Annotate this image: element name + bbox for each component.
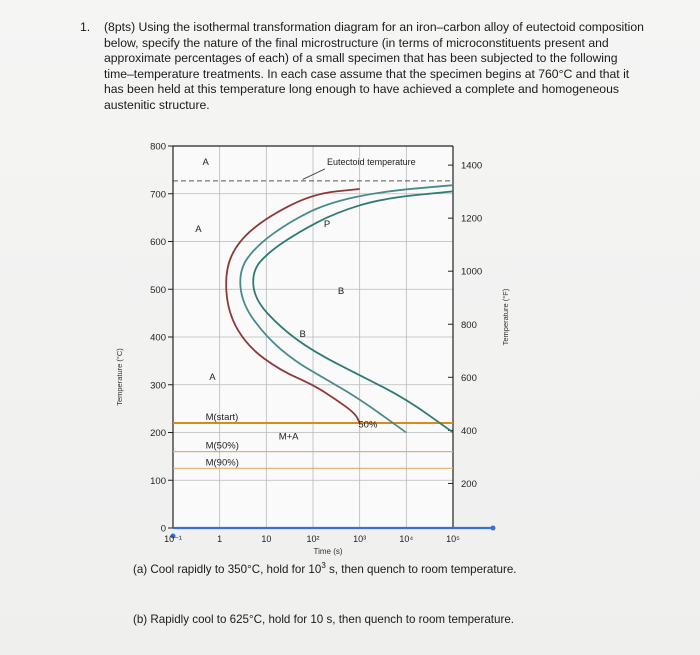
martensite-label-0: M(start): [205, 411, 239, 423]
question-1: [80, 20, 650, 114]
y-right-tick-label-2: 600: [461, 372, 477, 384]
y-right-tick-label-3: 800: [461, 319, 477, 331]
y-axis-label: Temperature (°C): [115, 348, 124, 406]
y-tick-label-8: 800: [150, 141, 166, 153]
x-tick-label-6: 10⁵: [446, 534, 460, 544]
annotation-8: Eutectoid temperature: [327, 157, 416, 168]
part-a-suffix: s, then quench to room temperature.: [325, 563, 517, 576]
annotation-1: A: [195, 223, 202, 235]
part-a-prefix: (a) Cool rapidly to 350°C, hold for 10: [133, 563, 322, 576]
x-tick-label-1: 1: [217, 534, 223, 544]
y-tick-label-0: 0: [160, 523, 166, 535]
annotation-6: M+A: [278, 431, 299, 443]
y-tick-label-2: 200: [150, 428, 166, 439]
martensite-label-1: M(50%): [205, 440, 239, 452]
y-tick-label-4: 400: [150, 332, 166, 344]
isothermal-transformation-diagram: [108, 138, 528, 556]
y-right-tick-label-6: 1400: [461, 160, 483, 172]
y-right-tick-label-1: 400: [461, 425, 477, 437]
y-right-tick-label-0: 200: [461, 478, 477, 490]
y-tick-label-1: 100: [150, 475, 166, 487]
ttt-chart-svg: [108, 138, 528, 556]
y-right-axis-label: Temperature (°F): [501, 288, 510, 346]
martensite-label-2: M(90%): [205, 457, 239, 469]
x-axis-label: Time (s): [313, 547, 343, 556]
y-tick-label-6: 600: [150, 237, 166, 248]
annotation-5: A: [209, 371, 216, 383]
part-a: [133, 563, 517, 576]
y-tick-label-7: 700: [150, 189, 166, 201]
annotation-0: A: [202, 157, 209, 169]
y-tick-label-5: 500: [150, 284, 166, 296]
x-tick-label-2: 10: [261, 534, 272, 544]
y-right-tick-label-5: 1200: [461, 213, 483, 225]
question-text: (8pts) Using the isothermal transformation diagram for an iron–carbon alloy of eutectoid composition below, specify the nature of the final microstructure (in terms of microconstituents present and approximate percentages of each) of a small specimen that has been subjected to the following time–temperature treatments. In each case assume that the specimen begins at 760°C and that it has been held at this temperature long enough to have achieved a complete and homogeneous austenitic structure.: [104, 20, 644, 112]
y-right-tick-label-4: 1000: [461, 266, 483, 278]
part-b: (b) Rapidly cool to 625°C, hold for 10 s, then quench to room temperature.: [133, 613, 514, 626]
question-number: 1.: [80, 20, 91, 34]
x-tick-label-0: 10⁻¹: [164, 534, 182, 544]
annotation-7: 50%: [358, 419, 378, 431]
x-tick-label-4: 10³: [353, 534, 367, 544]
time-axis-end-dot: [491, 526, 496, 531]
x-tick-label-5: 10⁴: [399, 534, 414, 544]
annotation-3: B: [337, 286, 345, 298]
y-tick-label-3: 300: [150, 380, 166, 392]
annotation-2: P: [323, 219, 331, 231]
annotation-4: B: [299, 329, 306, 340]
part-a-exponent: 3: [321, 561, 326, 571]
x-tick-label-3: 10²: [306, 534, 320, 544]
